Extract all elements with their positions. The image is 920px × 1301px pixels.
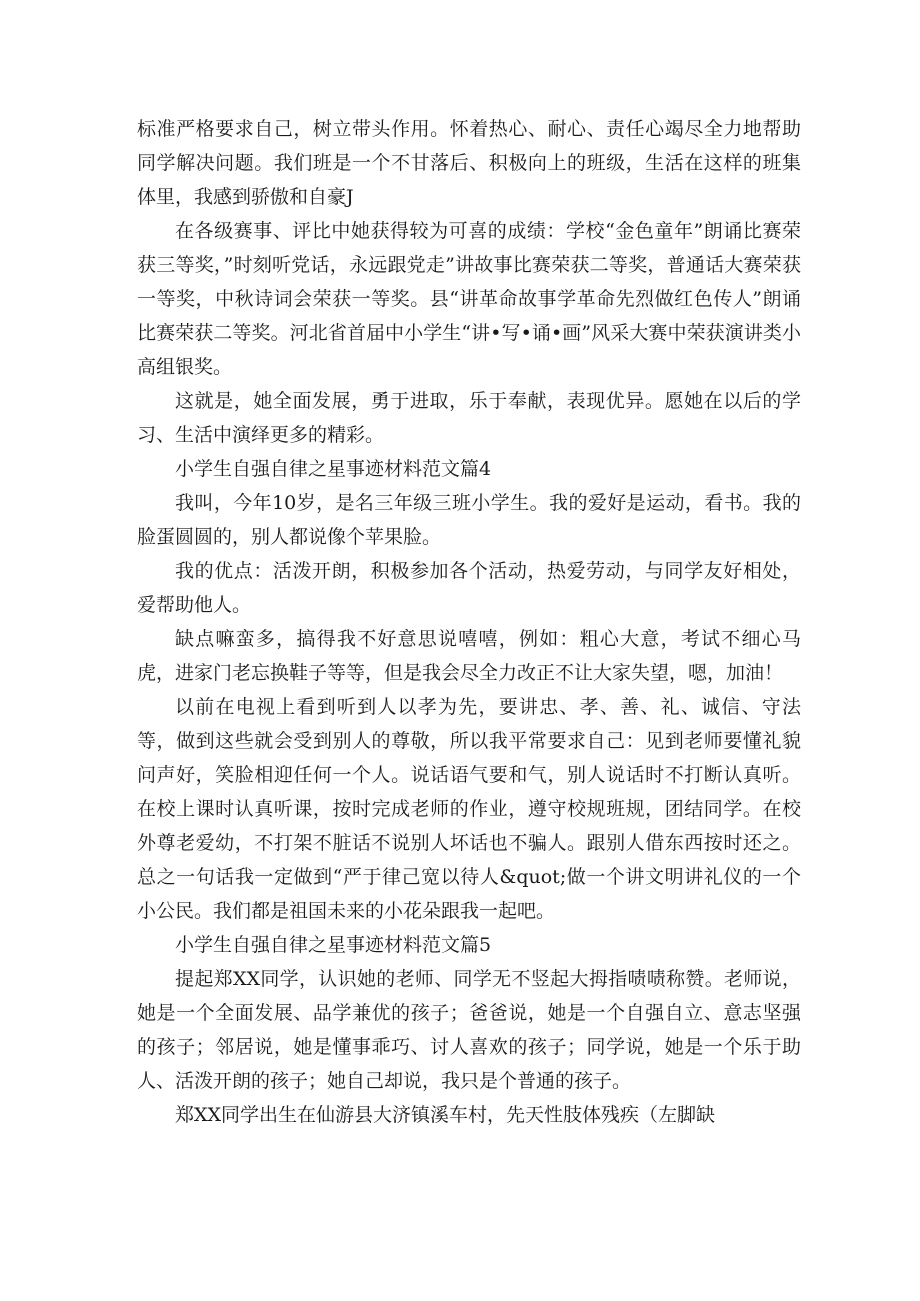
document-body [137,112,801,1132]
paragraph-5: 我叫，今年10岁，是名三年级三班小学生。我的爱好是运动，看书。我的脸蛋圆圆的，别人都说像个苹果脸。 [137,492,801,548]
paragraph-6: 我的优点：活泼开朗，积极参加各个活动，热爱劳动，与同学友好相处，爱帮助他人。 [137,560,801,616]
paragraph-10: 提起郑XX同学，认识她的老师、同学无不竖起大拇指啧啧称赞。老师说，她是一个全面发展、品学兼优的孩子；爸爸说，她是一个自强自立、意志坚强的孩子；邻居说，她是懂事乖巧、讨人喜欢的孩子；同学说，她是一个乐于助人、活泼开朗的孩子；她自己却说，我只是个普通的孩子。 [137,968,801,1092]
section-heading-5: 小学生自强自律之星事迹材料范文篇5 [175,934,492,956]
paragraph-2: 在各级赛事、评比中她获得较为可喜的成绩：学校“金色童年”朗诵比赛荣获三等奖，”时刻听党话，永远跟党走”讲故事比赛荣获二等奖，普通话大赛荣获一等奖，中秋诗词会荣获一等奖。县“讲革命故事学革命先烈做红色传人”朗诵比赛荣获二等奖。河北省首届中小学生“讲•写•诵•画”风采大赛中荣获演讲类小高组银奖。 [137,220,801,378]
paragraph-8: 以前在电视上看到听到人以孝为先，要讲忠、孝、善、礼、诚信、守法等，做到这些就会受到别人的尊敬，所以我平常要求自己：见到老师要懂礼貌问声好，笑脸相迎任何一个人。说话语气要和气，别人说话时不打断认真听。在校上课时认真听课，按时完成老师的作业，遵守校规班规，团结同学。在校外尊老爱幼，不打架不脏话不说别人坏话也不骗人。跟别人借东西按时还之。总之一句话我一定做到“严于律己宽以待人&quot;做一个讲文明讲礼仪的一个小公民。我们都是祖国未来的小花朵跟我一起吧。 [137,696,801,922]
paragraph-7: 缺点嘛蛮多，搞得我不好意思说嘻嘻，例如：粗心大意，考试不细心马虎，进家门老忘换鞋子等等，但是我会尽全力改正不让大家失望，嗯，加油！ [137,628,801,684]
section-heading-4: 小学生自强自律之星事迹材料范文篇4 [175,458,492,480]
paragraph-11: 郑XX同学出生在仙游县大济镇溪车村，先天性肢体残疾（左脚缺 [175,1104,716,1126]
paragraph-3: 这就是，她全面发展，勇于进取，乐于奉献，表现优异。愿她在以后的学习、生活中演绎更多的精彩。 [137,390,801,446]
paragraph-1: 标准严格要求自己，树立带头作用。怀着热心、耐心、责任心竭尽全力地帮助同学解决问题。我们班是一个不甘落后、积极向上的班级，生活在这样的班集体里，我感到骄傲和自豪J [137,118,801,208]
